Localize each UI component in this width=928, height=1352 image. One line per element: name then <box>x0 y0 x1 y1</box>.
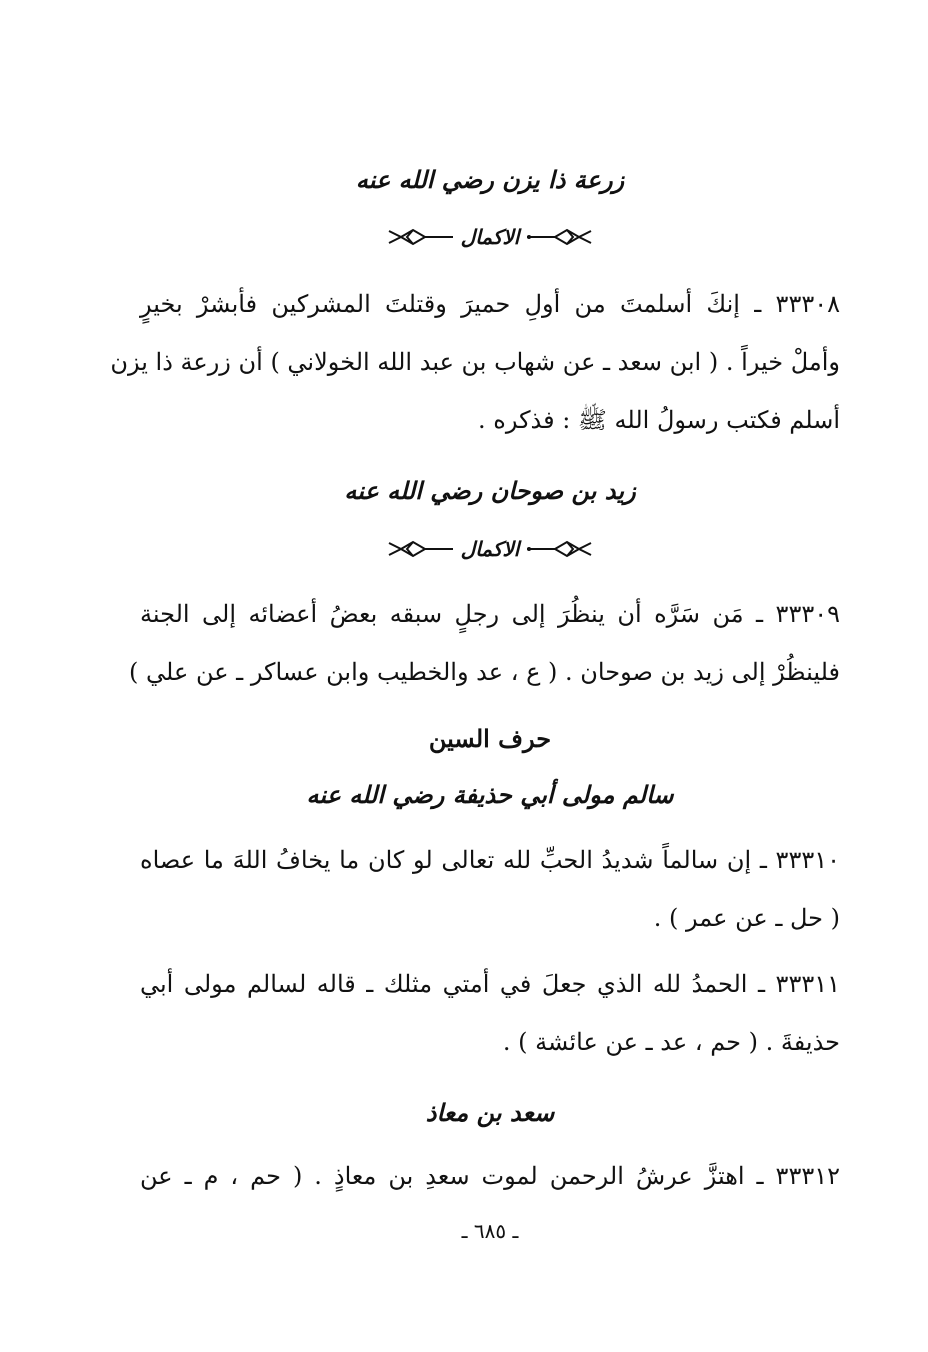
entry-33310-line-2: ( حل ـ عن عمر ) . <box>653 904 840 932</box>
entry-33311-line-1: ٣٣٣١١ ـ الحمدُ لله الذي جعلَ في أمتي مثلك ـ قاله لسالم مولى أبي <box>140 970 840 998</box>
entry-33312-line-1: ٣٣٣١٢ ـ اهتزَّ عرشُ الرحمن لموت سعدِ بن معاذٍ . ( حم ، م ـ عن <box>140 1162 840 1190</box>
section-title-harf-al-sin: حرف السين <box>428 724 552 753</box>
ornament-label-zurah: الاكمال <box>460 225 520 249</box>
section-title-saad: سعد بن معاذ <box>425 1098 555 1127</box>
entry-33309-line-2: فلينظُرْ إلى زيد بن صوحان . ( ع ، عد والخطيب وابن عساكر ـ عن علي ) <box>129 658 840 686</box>
entry-33311-line-2: حذيفةَ . ( حم ، عد ـ عن عائشة ) . <box>502 1028 840 1056</box>
entry-33308-line-3: أسلم فكتب رسولُ الله ﷺ : فذكره . <box>478 406 840 434</box>
entry-33308-line-1: ٣٣٣٠٨ ـ إنكَ أسلمتَ من أولِ حميرَ وقتلتَ المشركين فأبشرْ بخيرٍ <box>140 290 840 318</box>
ornament-flourish-right-icon <box>385 539 455 559</box>
section-title-zurah: زرعة ذا يزن رضي الله عنه <box>355 165 625 194</box>
entry-33308-line-2: وأملْ خيراً . ( ابن سعد ـ عن شهاب بن عبد الله الخولاني ) أن زرعة ذا يزن <box>110 348 840 376</box>
document-page <box>110 0 840 1352</box>
page-number: ـ ٦٨٥ ـ <box>461 1219 519 1243</box>
section-title-zayd: زيد بن صوحان رضي الله عنه <box>344 476 636 505</box>
section-ornament-zayd <box>140 532 840 566</box>
ornament-flourish-left-icon <box>525 227 595 247</box>
ornament-flourish-left-icon <box>525 539 595 559</box>
section-title-salim: سالم مولى أبي حذيفة رضي الله عنه <box>306 780 674 809</box>
entry-33310-line-1: ٣٣٣١٠ ـ إن سالماً شديدُ الحبِّ لله تعالى لو كان ما يخافُ اللهَ ما عصاه <box>140 846 840 874</box>
section-ornament-zurah <box>140 220 840 254</box>
ornament-flourish-right-icon <box>385 227 455 247</box>
ornament-label-zayd: الاكمال <box>460 537 520 561</box>
entry-33309-line-1: ٣٣٣٠٩ ـ مَن سَرَّه أن ينظُرَ إلى رجلٍ سبقه بعضُ أعضائه إلى الجنة <box>140 600 840 628</box>
